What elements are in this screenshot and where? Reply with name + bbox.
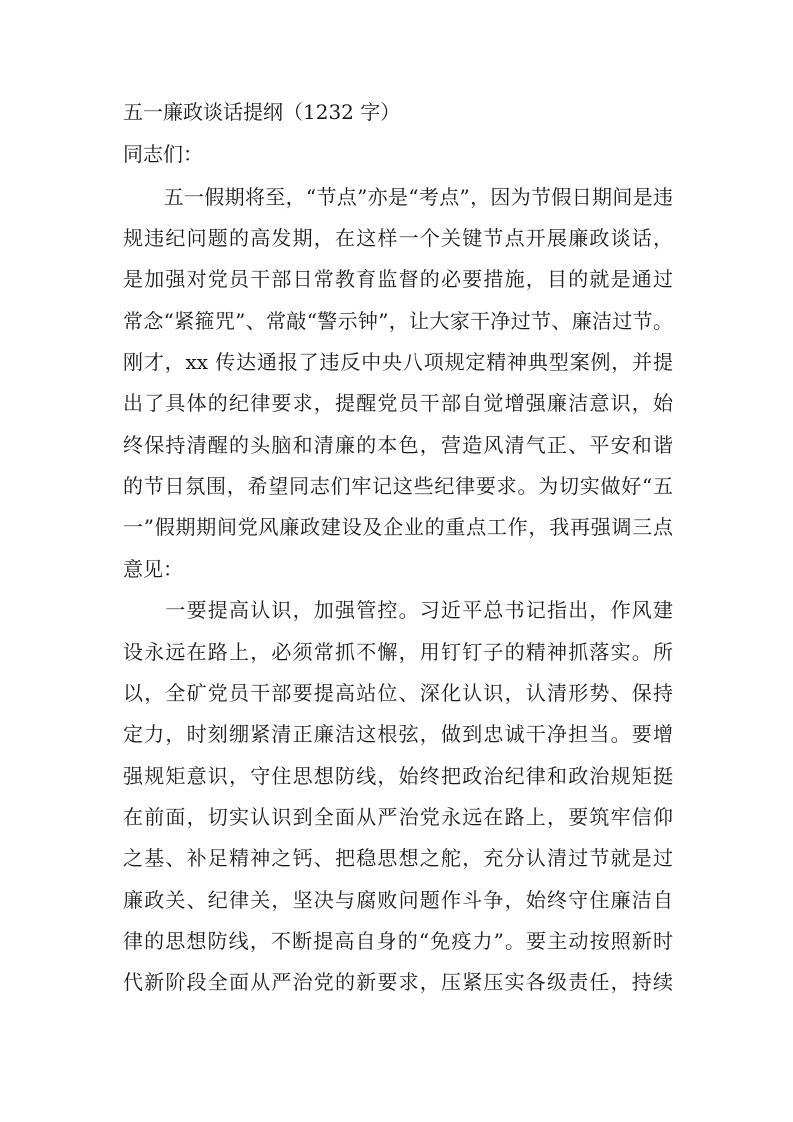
- paragraph-line: 的节日氛围，希望同志们牢记这些纪律要求。为切实做好“五: [123, 474, 673, 498]
- paragraph-line: 规违纪问题的高发期，在这样一个关键节点开展廉政谈话，: [123, 226, 673, 250]
- paragraph-line: 出了具体的纪律要求，提醒党员干部自觉增强廉洁意识，始: [123, 391, 673, 415]
- paragraph-line: 以，全矿党员干部要提高站位、深化认识，认清形势、保持: [123, 681, 673, 705]
- paragraph-line: 一”假期期间党风廉政建设及企业的重点工作，我再强调三点: [123, 515, 673, 539]
- paragraph-line: 常念“紧箍咒”、常敲“警示钟”，让大家干净过节、廉洁过节。: [123, 309, 673, 333]
- paragraph-line: 之基、补足精神之钙、把稳思想之舵，充分认清过节就是过: [123, 846, 673, 870]
- salutation: 同志们：: [123, 142, 203, 166]
- paragraph-line: 一要提高认识，加强管控。习近平总书记指出，作风建: [123, 598, 673, 622]
- paragraph-line: 是加强对党员干部日常教育监督的必要措施，目的就是通过: [123, 267, 673, 291]
- paragraph-line: 律的思想防线，不断提高自身的“免疫力”。要主动按照新时: [123, 929, 673, 953]
- paragraph-line: 强规矩意识，守住思想防线，始终把政治纪律和政治规矩挺: [123, 764, 673, 788]
- paragraph-line: 刚才，xx 传达通报了违反中央八项规定精神典型案例，并提: [123, 350, 673, 374]
- paragraph-line: 意见：: [123, 557, 183, 581]
- document-title: 五一廉政谈话提纲（1232 字）: [123, 100, 401, 124]
- paragraph-line: 廉政关、纪律关，坚决与腐败问题作斗争，始终守住廉洁自: [123, 888, 673, 912]
- paragraph-line: 设永远在路上，必须常抓不懈，用钉钉子的精神抓落实。所: [123, 640, 673, 664]
- paragraph-line: 在前面，切实认识到全面从严治党永远在路上，要筑牢信仰: [123, 805, 673, 829]
- paragraph-line: 代新阶段全面从严治党的新要求，压紧压实各级责任，持续: [123, 970, 673, 994]
- paragraph-line: 五一假期将至，“节点”亦是“考点”，因为节假日期间是违: [123, 185, 673, 209]
- paragraph-line: 终保持清醒的头脑和清廉的本色，营造风清气正、平安和谐: [123, 433, 673, 457]
- paragraph-line: 定力，时刻绷紧清正廉洁这根弦，做到忠诚干净担当。要增: [123, 722, 673, 746]
